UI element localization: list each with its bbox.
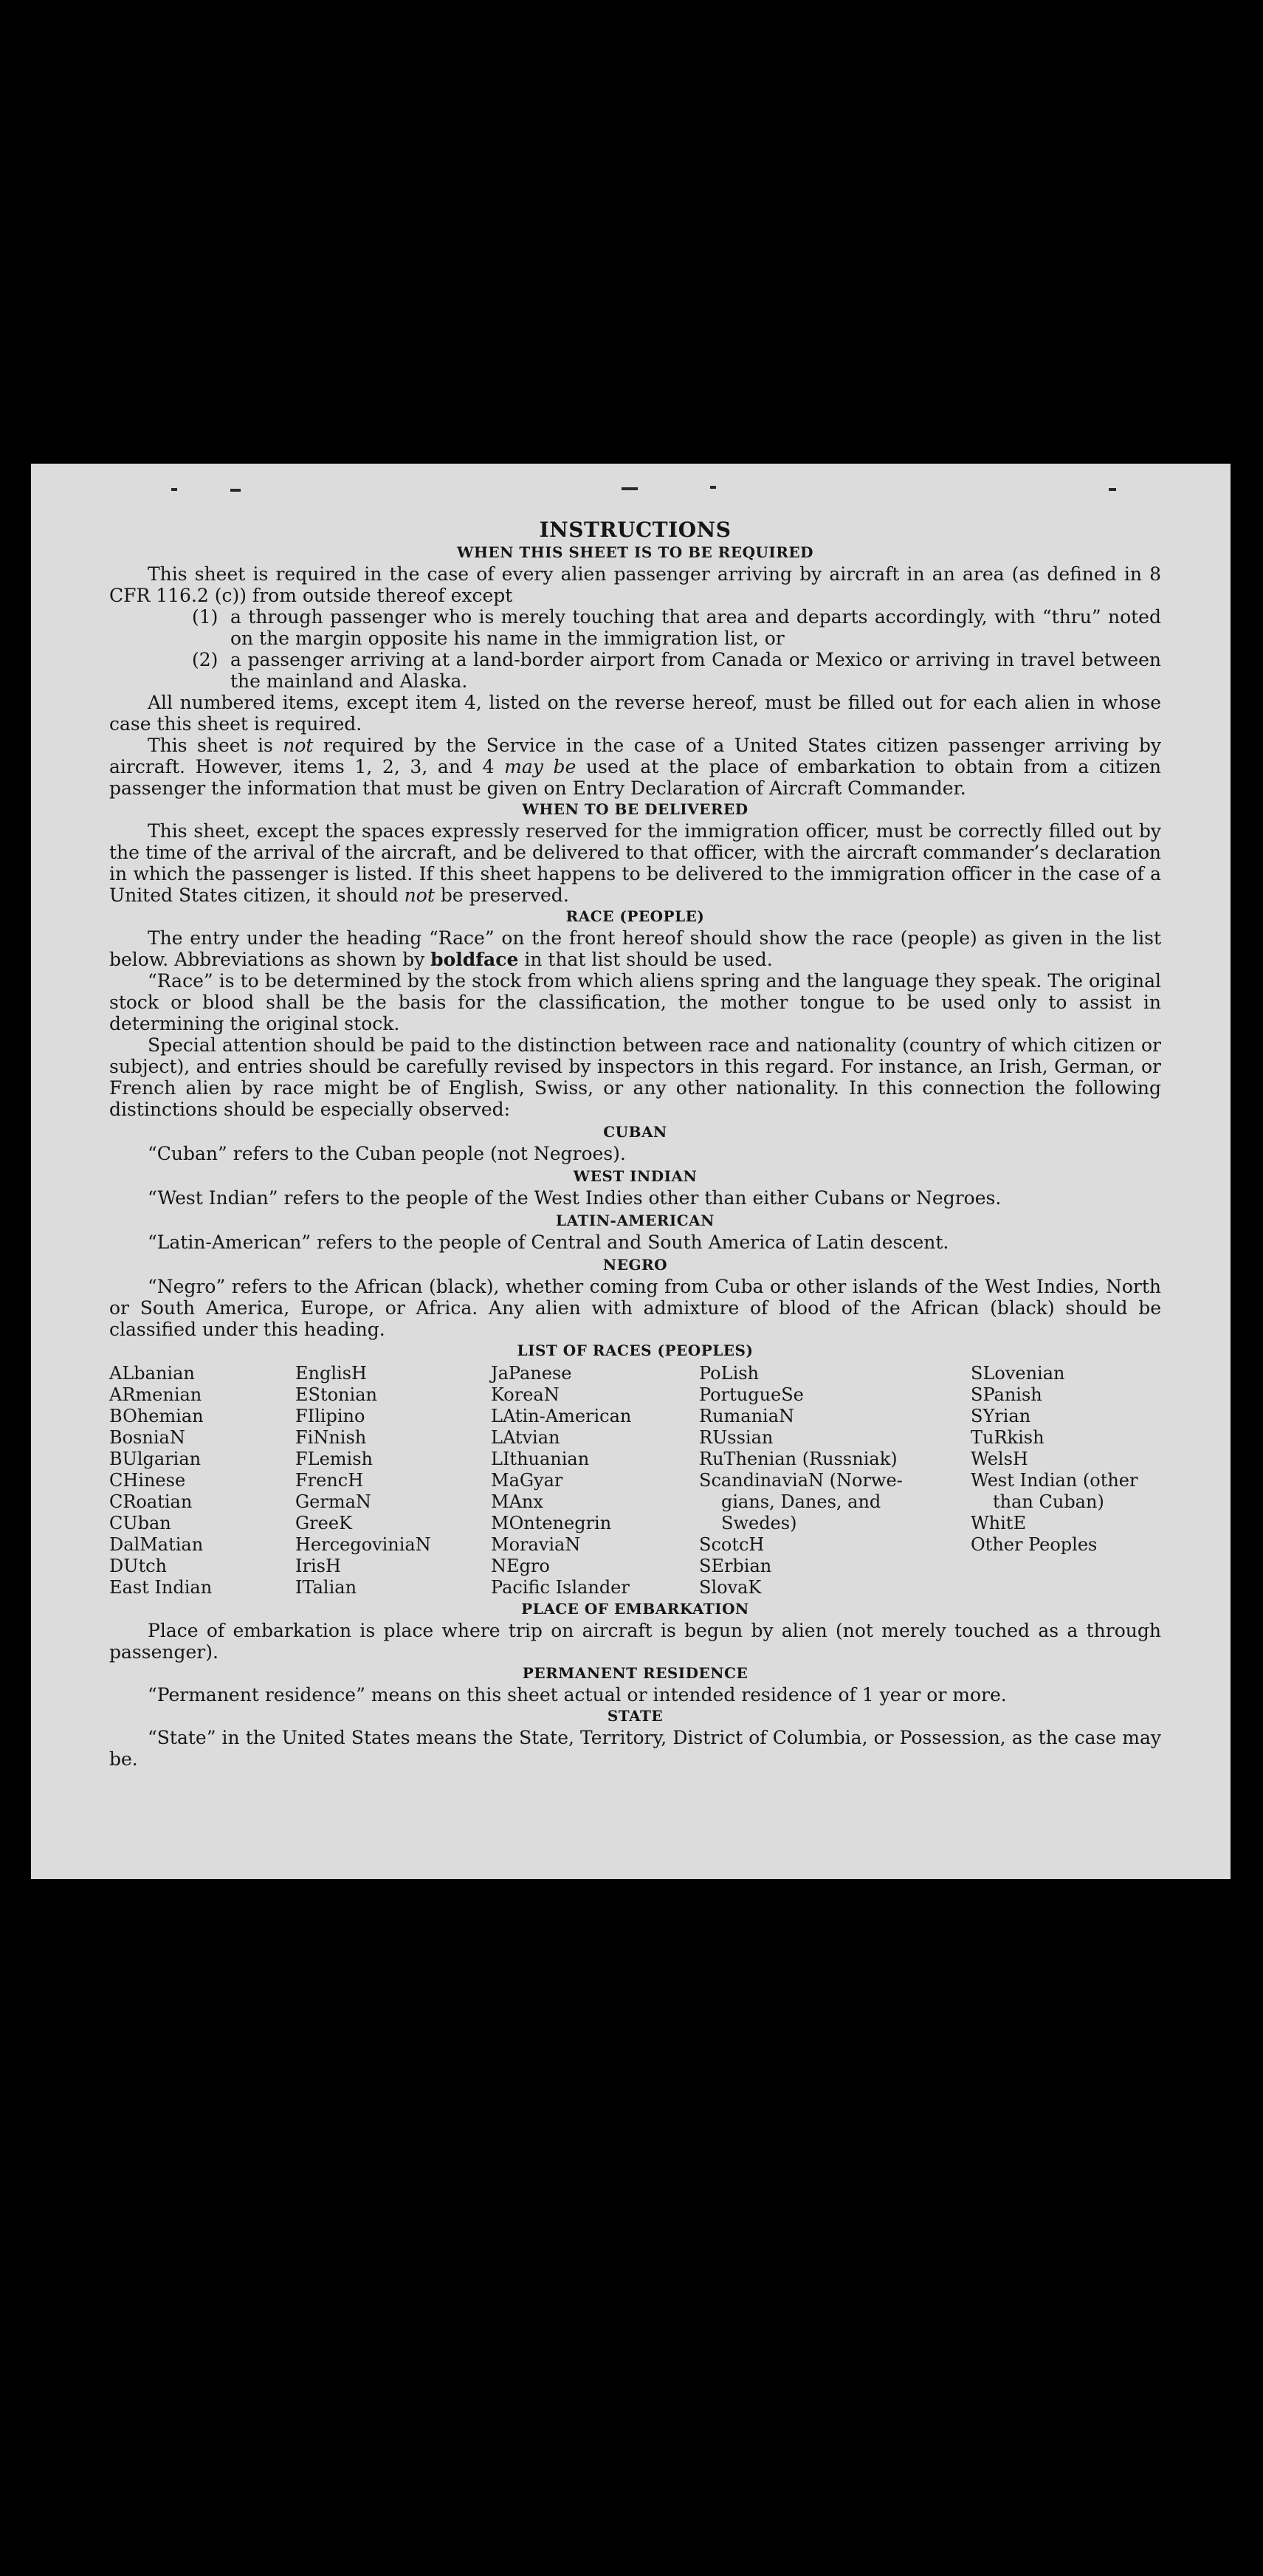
- punch-mark: [230, 489, 241, 492]
- race-entry: FLemish: [295, 1449, 373, 1469]
- race-entry: SLovenian: [971, 1363, 1065, 1384]
- race-entry: HercegoviniaN: [295, 1534, 431, 1555]
- state-text: “State” in the United States means the State, Territory, District of Columbia, or Possession, as the case may be.: [109, 1727, 1161, 1770]
- race-entry: West Indian (other: [971, 1470, 1138, 1491]
- instruction-sheet: [31, 464, 1231, 1879]
- race-entry: KoreaN: [491, 1384, 560, 1405]
- race-entry: ScandinaviaN (Norwe-: [699, 1470, 903, 1491]
- race-paragraph-1: The entry under the heading “Race” on the front hereof should show the race (people) as given in the list below. Abbreviations as shown by boldface in that list should be used.: [109, 927, 1161, 970]
- race-entry: ARmenian: [109, 1384, 202, 1405]
- race-entry: BosniaN: [109, 1427, 185, 1448]
- race-paragraph-2: “Race” is to be determined by the stock from which aliens spring and the language they speak. The original stock or blood shall be the basis for the classification, the mother tongue to be used only to assist in determining the original stock.: [109, 970, 1161, 1034]
- race-entry: EStonian: [295, 1384, 377, 1405]
- section-heading-state: STATE: [607, 1707, 664, 1725]
- race-entry: Pacific Islander: [491, 1577, 630, 1598]
- section-heading-required: WHEN THIS SHEET IS TO BE REQUIRED: [457, 543, 813, 561]
- race-entry: DalMatian: [109, 1534, 204, 1555]
- race-entry: GermaN: [295, 1491, 371, 1512]
- race-entry: RUssian: [699, 1427, 774, 1448]
- section-heading-residence: PERMANENT RESIDENCE: [522, 1664, 748, 1682]
- required-paragraph-2: All numbered items, except item 4, listed on the reverse hereof, must be filled out for each alien in whose case this sheet is required.: [109, 692, 1161, 735]
- race-entry: MoraviaN: [491, 1534, 581, 1555]
- required-paragraph-3: This sheet is not required by the Service in the case of a United States citizen passenger arriving by aircraft. However, items 1, 2, 3, and 4 may be used at the place of embarkation to obtain from a citizen passenger the information that must be given on Entry Declaration of Aircraft Commander.: [109, 735, 1161, 799]
- race-entry: FIlipino: [295, 1406, 365, 1426]
- race-entry: MOntenegrin: [491, 1513, 612, 1533]
- race-entry: LAtvian: [491, 1427, 560, 1448]
- required-intro: This sheet is required in the case of every alien passenger arriving by aircraft in an area (as defined in 8 CFR 116.2 (c)) from outside thereof except: [109, 563, 1161, 606]
- page-title: INSTRUCTIONS: [539, 518, 732, 542]
- races-column: [971, 1363, 1161, 1598]
- section-heading-cuban: CUBAN: [603, 1123, 667, 1141]
- list-item: [192, 606, 1161, 649]
- residence-text: “Permanent residence” means on this sheet actual or intended residence of 1 year or more.: [148, 1684, 1007, 1706]
- embarkation-text: Place of embarkation is place where trip on aircraft is begun by alien (not merely touched as a through passenger).: [109, 1620, 1161, 1663]
- race-entry: LAtin-American: [491, 1406, 632, 1426]
- race-entry: WhitE: [971, 1513, 1026, 1533]
- race-entry: SYrian: [971, 1406, 1031, 1426]
- race-entry: GreeK: [295, 1513, 352, 1533]
- race-entry: SErbian: [699, 1556, 772, 1576]
- race-entry: LIthuanian: [491, 1449, 590, 1469]
- race-entry: ALbanian: [109, 1363, 195, 1384]
- punch-mark: [710, 486, 716, 489]
- race-entry: RuThenian (Russniak): [699, 1449, 898, 1469]
- item-number: (2): [192, 649, 218, 670]
- race-entry: SPanish: [971, 1384, 1042, 1405]
- negro-text: “Negro” refers to the African (black), whether coming from Cuba or other islands of the West Indies, North or South America, Europe, or Africa. Any alien with admixture of blood of the African (black) should be classified under this heading.: [109, 1276, 1161, 1340]
- section-heading-negro: NEGRO: [602, 1256, 668, 1274]
- section-heading-delivered: WHEN TO BE DELIVERED: [522, 800, 748, 818]
- race-entry: BUlgarian: [109, 1449, 202, 1469]
- race-entry: CRoatian: [109, 1491, 193, 1512]
- races-table: [109, 1363, 1161, 1598]
- race-entry: East Indian: [109, 1577, 213, 1598]
- race-entry: MaGyar: [491, 1470, 563, 1491]
- race-entry-continued: than Cuban): [993, 1491, 1104, 1512]
- section-heading-embarkation: PLACE OF EMBARKATION: [521, 1600, 749, 1618]
- races-column: [491, 1363, 699, 1598]
- punch-mark: [622, 487, 638, 490]
- west-indian-text: “West Indian” refers to the people of the West Indies other than either Cubans or Negroes.: [148, 1187, 1002, 1209]
- race-entry: ITalian: [295, 1577, 357, 1598]
- cuban-text: “Cuban” refers to the Cuban people (not Negroes).: [148, 1143, 626, 1164]
- races-column: [699, 1363, 971, 1598]
- race-entry: RumaniaN: [699, 1406, 795, 1426]
- delivered-paragraph: This sheet, except the spaces expressly reserved for the immigration officer, must be correctly filled out by the time of the arrival of the aircraft, and be delivered to that officer, with the aircraft commander’s declaration in which the passenger is listed. If this sheet happens to be delivered to the immigration officer in the case of a United States citizen, it should not be preserved.: [109, 820, 1161, 906]
- race-entry: ScotcH: [699, 1534, 765, 1555]
- race-entry: WelsH: [971, 1449, 1028, 1469]
- race-entry: CHinese: [109, 1470, 186, 1491]
- punch-mark: [171, 488, 177, 491]
- race-entry: FiNnish: [295, 1427, 367, 1448]
- punch-mark: [1109, 488, 1116, 491]
- races-column: [109, 1363, 295, 1598]
- race-entry: NEgro: [491, 1556, 550, 1576]
- item-text: a through passenger who is merely touching that area and departs accordingly, with “thru” noted on the margin opposite his name in the immigration list, or: [230, 606, 1161, 649]
- item-number: (1): [192, 606, 218, 628]
- race-entry: PoLish: [699, 1363, 760, 1384]
- race-entry: Other Peoples: [971, 1534, 1098, 1555]
- race-entry: PortugueSe: [699, 1384, 804, 1405]
- race-entry: MAnx: [491, 1491, 543, 1512]
- section-heading-races-list: LIST OF RACES (PEOPLES): [517, 1342, 754, 1359]
- races-column: [295, 1363, 491, 1598]
- race-entry: CUban: [109, 1513, 171, 1533]
- race-entry: FrencH: [295, 1470, 364, 1491]
- list-item: [192, 649, 1161, 692]
- section-heading-race: RACE (PEOPLE): [565, 907, 705, 925]
- race-entry: IrisH: [295, 1556, 341, 1576]
- latin-american-text: “Latin-American” refers to the people of Central and South America of Latin descent.: [148, 1232, 949, 1253]
- race-entry: BOhemian: [109, 1406, 204, 1426]
- item-text: a passenger arriving at a land-border airport from Canada or Mexico or arriving in travel between the mainland and Alaska.: [230, 649, 1161, 692]
- race-entry: DUtch: [109, 1556, 168, 1576]
- race-entry: SlovaK: [699, 1577, 762, 1598]
- section-heading-latin-american: LATIN-AMERICAN: [556, 1212, 715, 1229]
- race-entry: TuRkish: [971, 1427, 1045, 1448]
- race-entry: JaPanese: [491, 1363, 572, 1384]
- race-entry-continued: gians, Danes, and: [721, 1491, 881, 1512]
- race-entry: EnglisH: [295, 1363, 367, 1384]
- race-paragraph-3: Special attention should be paid to the distinction between race and nationality (country of which citizen or subject), and entries should be carefully revised by inspectors in this regard. For instance, an Irish, German, or French alien by race might be of English, Swiss, or any other nationality. In this connection the following distinctions should be especially observed:: [109, 1034, 1161, 1120]
- race-entry-continued: Swedes): [721, 1513, 797, 1533]
- section-heading-west-indian: WEST INDIAN: [573, 1167, 698, 1185]
